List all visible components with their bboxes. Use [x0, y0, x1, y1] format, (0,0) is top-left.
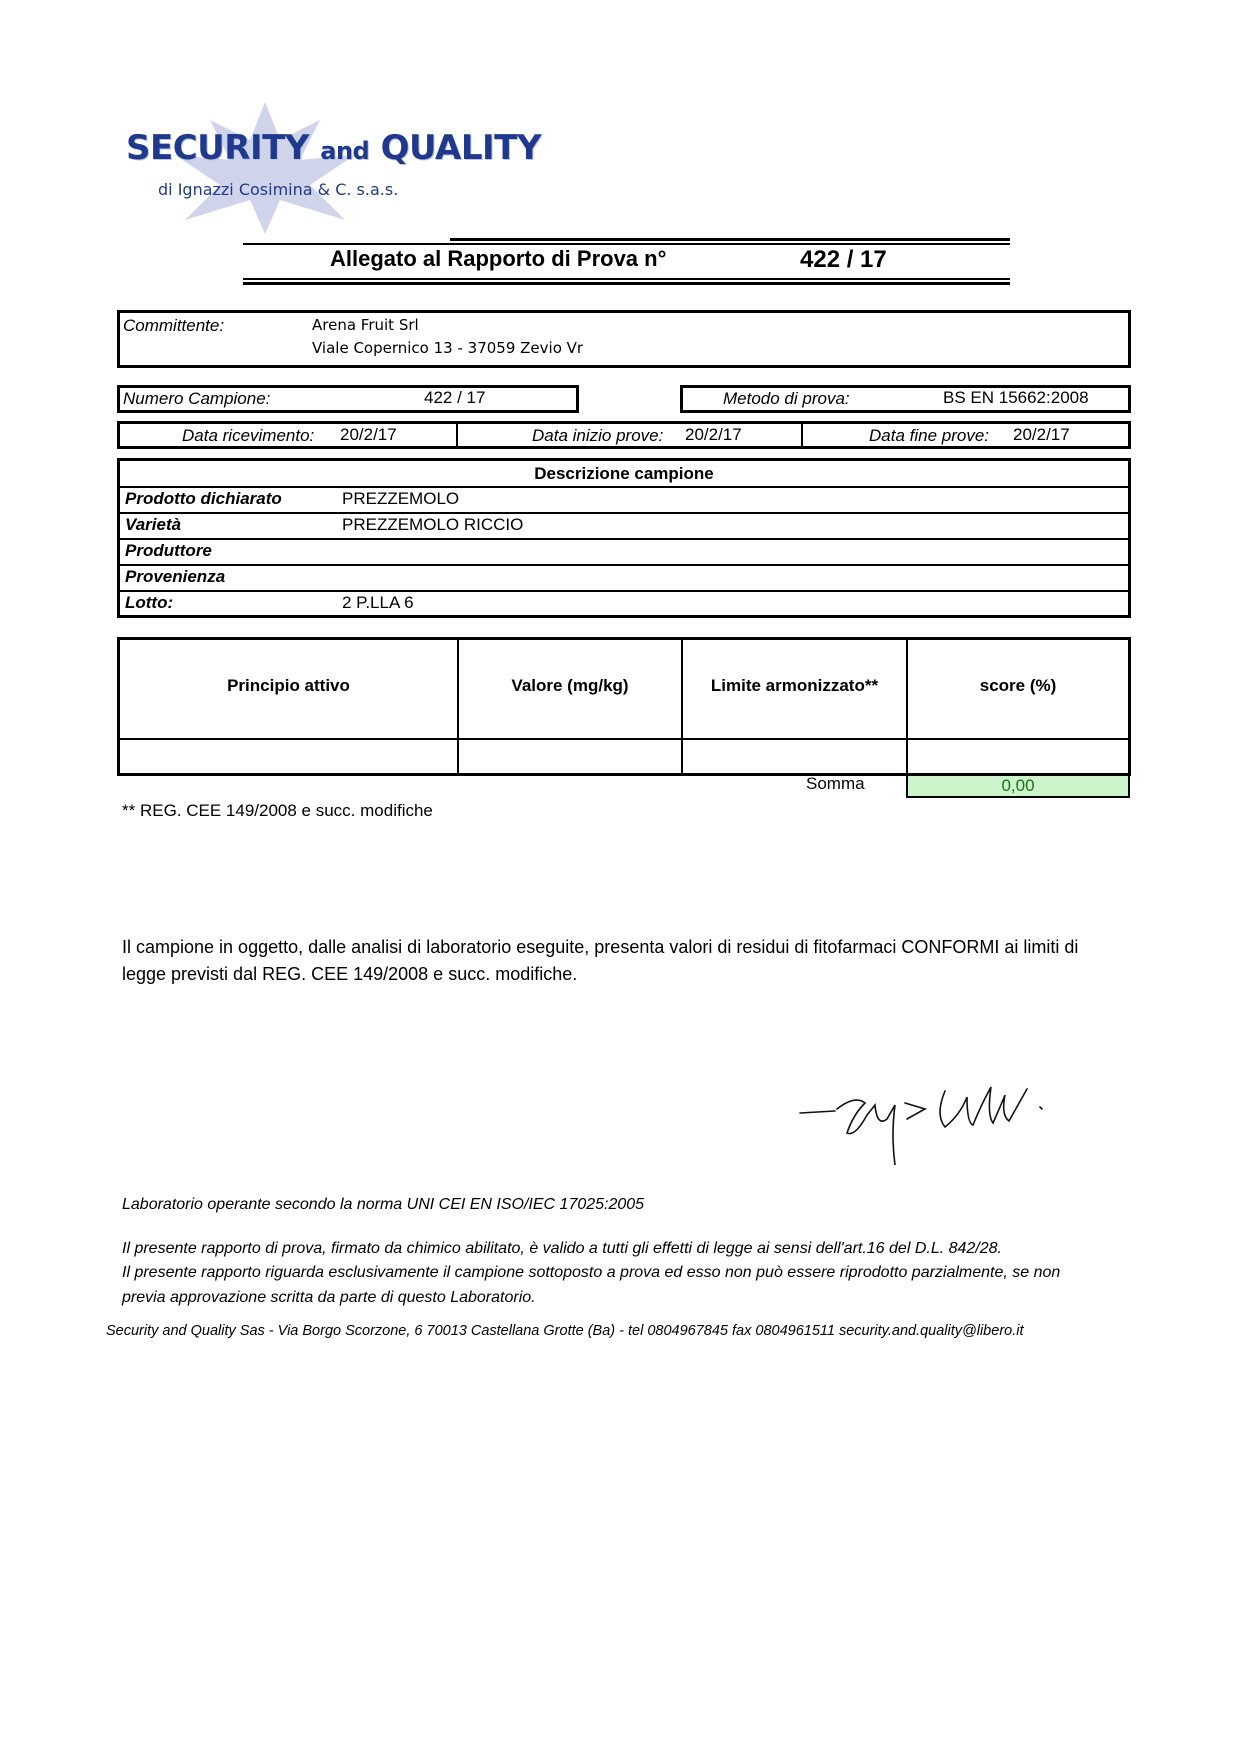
- header-limite: Limite armonizzato**: [710, 676, 879, 695]
- dates-divider-1: [456, 421, 458, 449]
- descrizione-table: [117, 458, 1131, 618]
- fine-value: 20/2/17: [1013, 425, 1070, 444]
- signature: [795, 1075, 1065, 1165]
- row-label: Varietà: [125, 515, 182, 534]
- header-row-divider: [120, 738, 1128, 740]
- metodo-value: BS EN 15662:2008: [943, 388, 1089, 407]
- results-table: [117, 637, 1131, 776]
- legal-line-3: previa approvazione scritta da parte di questo Laboratorio.: [122, 1289, 536, 1306]
- inizio-label: Data inizio prove:: [532, 426, 664, 445]
- logo-subtitle: di Ignazzi Cosimina & C. s.a.s.: [158, 180, 399, 199]
- committente-box: [117, 310, 1131, 368]
- committente-label: Committente:: [123, 316, 225, 335]
- row-label: Produttore: [125, 541, 212, 560]
- row-label: Provenienza: [125, 567, 226, 586]
- lab-note: Laboratorio operante secondo la norma UNI CEI EN ISO/IEC 17025:2005: [122, 1196, 645, 1213]
- company-logo: [120, 100, 541, 235]
- somma-value: 0,00: [906, 774, 1130, 798]
- metodo-label: Metodo di prova:: [723, 389, 850, 408]
- report-number: 422 / 17: [800, 246, 887, 273]
- row-label: Lotto:: [125, 593, 174, 612]
- campione-label: Numero Campione:: [123, 389, 271, 408]
- header-principio: Principio attivo: [227, 676, 350, 695]
- table-row: [120, 564, 1128, 586]
- legal-line-1: Il presente rapporto di prova, firmato da chimico abilitato, è valido a tutti gli effetti di legge ai sensi dell'art.16 del D.L. 842/28.: [122, 1240, 1002, 1257]
- inizio-value: 20/2/17: [685, 425, 742, 444]
- campione-value: 422 / 17: [424, 388, 486, 407]
- title-rule-top: [450, 238, 1010, 241]
- title-rule-bottom: [243, 278, 1010, 280]
- header-score: score (%): [979, 676, 1057, 695]
- dates-divider-2: [801, 421, 803, 449]
- committente-name: Arena Fruit Srl: [312, 316, 419, 334]
- table-row: [120, 538, 1128, 560]
- row-label: Prodotto dichiarato: [125, 489, 282, 508]
- page-title: Allegato al Rapporto di Prova n°: [330, 246, 667, 271]
- row-value: PREZZEMOLO: [342, 489, 460, 508]
- row-value: 2 P.LLA 6: [342, 593, 414, 612]
- committente-address: Viale Copernico 13 - 37059 Zevio Vr: [312, 339, 584, 357]
- legal-line-2: Il presente rapporto riguarda esclusivamente il campione sottoposto a prova ed esso non può essere riprodotto parzialmente, se non: [122, 1264, 1061, 1281]
- row-value: PREZZEMOLO RICCIO: [342, 515, 524, 534]
- fine-label: Data fine prove:: [869, 426, 990, 445]
- logo-brand-text: SECURITY and QUALITY: [126, 128, 541, 168]
- footnote: ** REG. CEE 149/2008 e succ. modifiche: [122, 801, 433, 820]
- column-divider: [906, 640, 908, 773]
- column-divider: [681, 640, 683, 773]
- table-row: [120, 486, 1128, 508]
- table-row: [120, 590, 1128, 612]
- title-rule-bottom-thick: [243, 282, 1010, 285]
- descrizione-title: Descrizione campione: [534, 464, 714, 483]
- ricevimento-label: Data ricevimento:: [182, 426, 315, 445]
- table-row: [120, 512, 1128, 534]
- header-valore: Valore (mg/kg): [511, 676, 629, 695]
- ricevimento-value: 20/2/17: [340, 425, 397, 444]
- footer-contact: Security and Quality Sas - Via Borgo Scorzone, 6 70013 Castellana Grotte (Ba) - tel 0804967845 fax 0804961511 security.and.quality@libero.it: [106, 1323, 1024, 1339]
- somma-label: Somma: [806, 774, 865, 793]
- conclusion-line-2: legge previsti dal REG. CEE 149/2008 e succ. modifiche.: [122, 964, 578, 984]
- conclusion-line-1: Il campione in oggetto, dalle analisi di laboratorio eseguite, presenta valori di residui di fitofarmaci CONFORMI ai limiti di: [122, 937, 1079, 957]
- title-rule-top-thin: [243, 243, 1010, 245]
- column-divider: [457, 640, 459, 773]
